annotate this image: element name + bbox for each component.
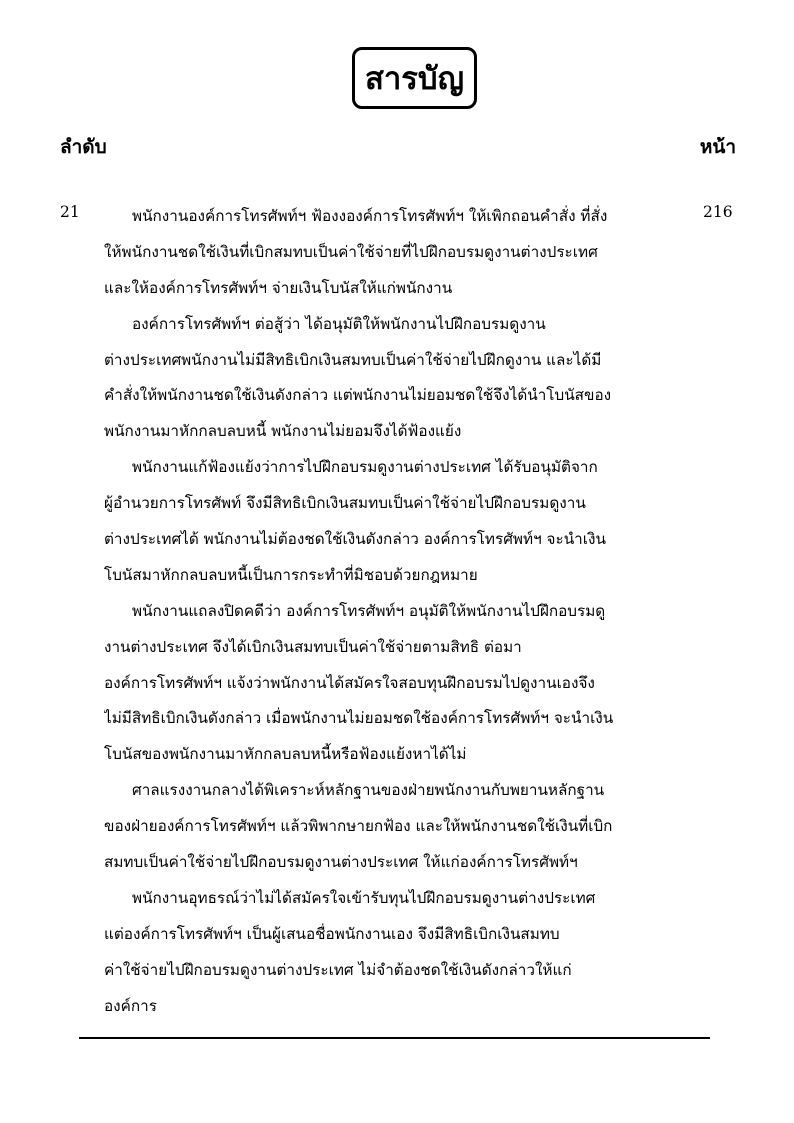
- entry-summary-text: [104, 199, 664, 1024]
- text-line: ต่างประเทศพนักงานไม่มีสิทธิเบิกเงินสมทบเป็นค่าใช้จ่ายไปฝึกดูงาน และได้มี: [104, 350, 602, 369]
- text-line: องค์การโทรศัพท์ฯ ต่อสู้ว่า ได้อนุมัติให้พนักงานไปฝึกอบรมดูงาน: [132, 314, 546, 333]
- text-line: สมทบเป็นค่าใช้จ่ายไปฝึกอบรมดูงานต่างประเทศ ให้แก่องค์การโทรศัพท์ฯ: [104, 853, 578, 872]
- page-title: สารบัญ: [352, 47, 477, 109]
- text-line: พนักงานมาหักกลบลบหนี้ พนักงานไม่ยอมจึงได้ฟ้องแย้ง: [104, 422, 462, 441]
- text-line: ผู้อำนวยการโทรศัพท์ จึงมีสิทธิเบิกเงินสมทบเป็นค่าใช้จ่ายไปฝึกอบรมดูงาน: [104, 494, 586, 513]
- page-column-header: หน้า: [699, 136, 736, 158]
- text-line: พนักงานแก้ฟ้องแย้งว่าการไปฝึกอบรมดูงานต่างประเทศ ได้รับอนุมัติจาก: [132, 458, 598, 477]
- text-line: พนักงานอุทธรณ์ว่าไม่ได้สมัครใจเข้ารับทุนไปฝึกอบรมดูงานต่างประเทศ: [132, 888, 596, 907]
- text-line: พนักงานแถลงปิดคดีว่า องค์การโทรศัพท์ฯ อนุมัติให้พนักงานไปฝึกอบรมดู: [132, 601, 606, 620]
- text-line: ให้พนักงานชดใช้เงินที่เบิกสมทบเป็นค่าใช้จ่ายที่ไปฝึกอบรมดูงานต่างประเทศ: [104, 242, 598, 261]
- text-line: โบนัสมาหักกลบลบหนี้เป็นการกระทำที่มิชอบด้วยกฎหมาย: [104, 565, 478, 584]
- bottom-divider: [79, 1037, 710, 1039]
- text-line: และให้องค์การโทรศัพท์ฯ จ่ายเงินโบนัสให้แก่พนักงาน: [104, 278, 453, 297]
- text-line: งานต่างประเทศ จึงได้เบิกเงินสมทบเป็นค่าใช้จ่ายตามสิทธิ ต่อมา: [104, 637, 522, 656]
- text-line: ค่าใช้จ่ายไปฝึกอบรมดูงานต่างประเทศ ไม่จำต้องชดใช้เงินดังกล่าวให้แก่: [104, 960, 572, 979]
- text-line: องค์การ: [104, 996, 157, 1015]
- text-line: ศาลแรงงานกลางได้พิเคราะห์หลักฐานของฝ่ายพนักงานกับพยานหลักฐาน: [132, 781, 605, 800]
- text-line: ต่างประเทศได้ พนักงานไม่ต้องชดใช้เงินดังกล่าว องค์การโทรศัพท์ฯ จะนำเงิน: [104, 530, 606, 549]
- text-line: พนักงานองค์การโทรศัพท์ฯ ฟ้องงองค์การโทรศัพท์ฯ ให้เพิกถอนคำสั่ง ที่สั่ง: [132, 207, 608, 225]
- text-line: ของฝ่ายองค์การโทรศัพท์ฯ แล้วพิพากษายกฟ้อง และให้พนักงานชดใช้เงินที่เบิก: [104, 817, 613, 836]
- order-column-header: ลำดับ: [60, 136, 107, 158]
- text-line: แต่องค์การโทรศัพท์ฯ เป็นผู้เสนอชื่อพนักงานเอง จึงมีสิทธิเบิกเงินสมทบ: [104, 924, 560, 943]
- text-line: โบนัสของพนักงานมาหักกลบลบหนี้หรือฟ้องแย้งหาได้ไม่: [104, 745, 467, 764]
- text-line: คำสั่งให้พนักงานชดใช้เงินดังกล่าว แต่พนักงานไม่ยอมชดใช้จึงได้นำโบนัสของ: [104, 386, 612, 405]
- entry-page-number: 216: [703, 203, 733, 221]
- text-line: ไม่มีสิทธิเบิกเงินดังกล่าว เมื่อพนักงานไม่ยอมชดใช้องค์การโทรศัพท์ฯ จะนำเงิน: [104, 709, 614, 728]
- text-line: องค์การโทรศัพท์ฯ แจ้งว่าพนักงานได้สมัครใจสอบทุนฝึกอบรมไปดูงานเองจึง: [104, 673, 595, 692]
- entry-number: 21: [60, 203, 80, 221]
